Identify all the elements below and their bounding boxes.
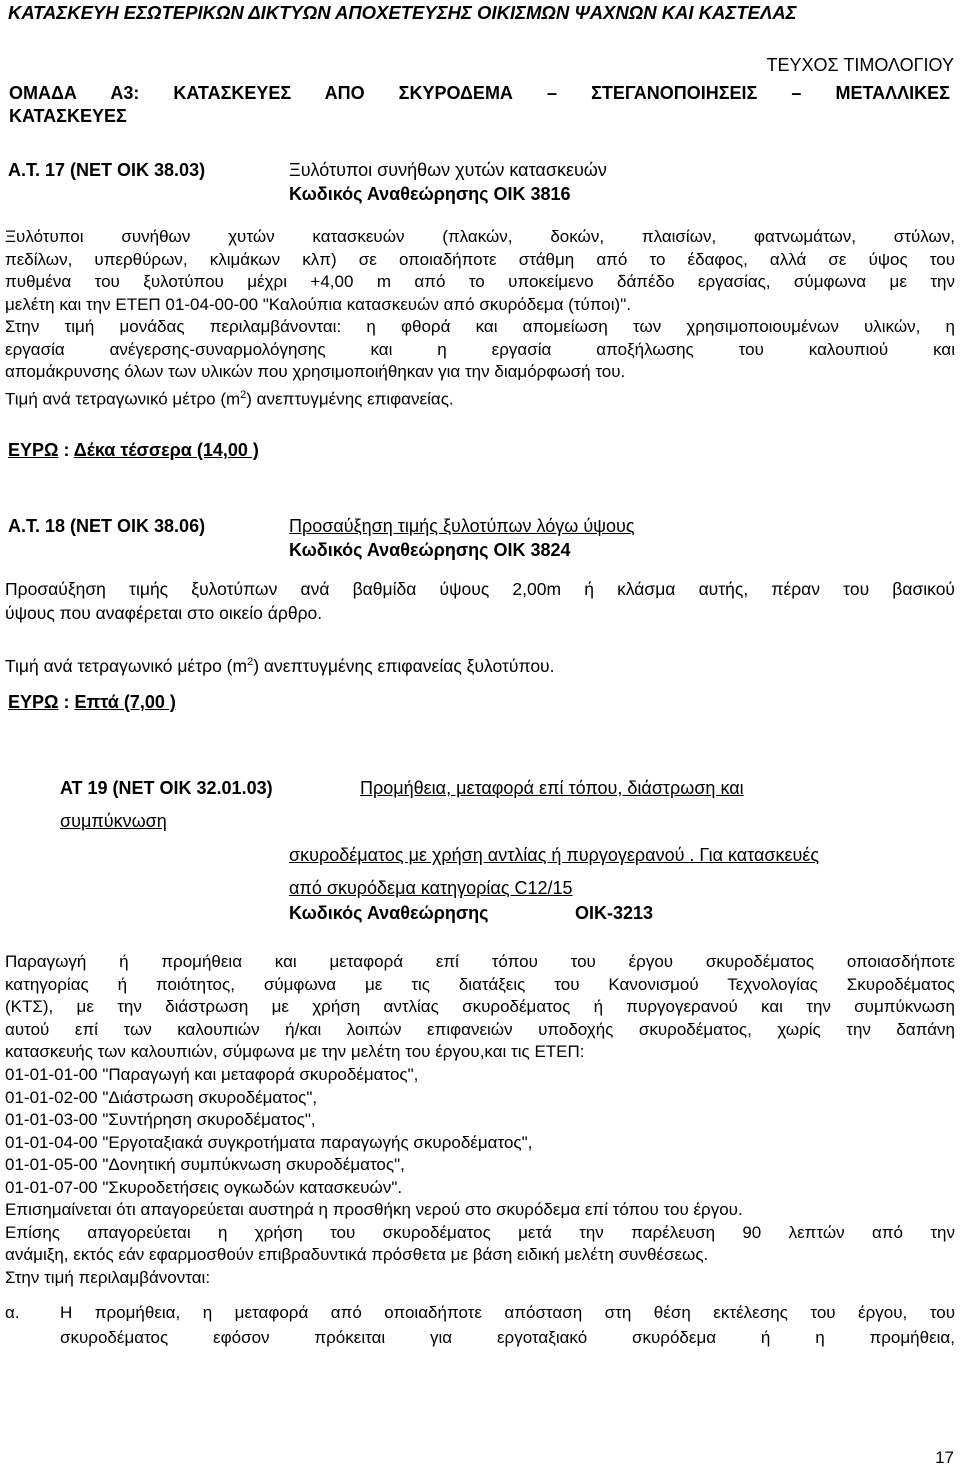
item19-revision-label: Κωδικός Αναθεώρησης <box>289 903 489 923</box>
page-number: 17 <box>935 1448 954 1467</box>
document-header-subtitle: ΤΕΥΧΟΣ ΤΙΜΟΛΟΓΙΟΥ <box>766 55 954 75</box>
item18-title: Προσαύξηση τιμής ξυλοτύπων λόγω ύψους <box>289 516 635 536</box>
list-item: 01-01-01-00 "Παραγωγή και μεταφορά σκυροδέματος", <box>5 1065 419 1084</box>
item17-title: Ξυλότυποι συνήθων χυτών κατασκευών <box>289 160 607 180</box>
list-item: 01-01-05-00 "Δονητική συμπύκνωση σκυροδέματος", <box>5 1155 405 1174</box>
item18-description: Προσαύξηση τιμής ξυλοτύπων ανά βαθμίδα ύψους 2,00m ή κλάσμα αυτής, πέραν του βασικού ύψους που αναφέρεται στο οικείο άρθρο. <box>5 579 955 623</box>
item17-code: Α.Τ. 17 (ΝΕΤ ΟΙΚ 38.03) <box>8 160 206 180</box>
item19-code: ΑΤ 19 (ΝΕΤ ΟΙΚ 32.01.03) <box>60 778 273 798</box>
document-header-title: ΚΑΤΑΣΚΕΥΗ ΕΣΩΤΕΡΙΚΩΝ ΔΙΚΤΥΩΝ ΑΠΟΧΕΤΕΥΣΗΣ ΟΙΚΙΣΜΩΝ ΨΑΧΝΩΝ ΚΑΙ ΚΑΣΤΕΛΑΣ <box>8 2 797 23</box>
list-item: 01-01-02-00 "Διάστρωση σκυροδέματος", <box>5 1087 318 1107</box>
item17-description: Ξυλότυποι συνήθων χυτών κατασκευών (πλακών, δοκών, πλαισίων, φατνωμάτων, στύλων, πεδίλων, υπερθύρων, κλιμάκων κλπ) σε οποιαδήποτε στάθμη από το έδαφος, αλλά σε ύψος του πυθμένα του ξυλοτύπου μέχρι +4,00 m από το υποκείμενο δάπέδο εργασίας, σύμφωνα με την μελέτη και την ΕΤΕΠ 01-04-00-00 "Καλούπια κατασκευών από σκυρόδεμα (τύποι)". Στην τιμή μονάδας περιλαμβάνονται: η φθορά και απομείωση των χρησιμοποιουμένων υλικών, η εργασία ανέγερσης-συναρμολόγησης και η εργασία αποξήλωσης του καλουπιού και απομάκρυνσης όλων των υλικών που χρησιμοποιήθηκαν για την διαμόρφωσή του. Τιμή ανά τετραγωνικό μέτρο $(m^2)$ ανεπτυγμένης επιφανείας. <box>5 226 955 411</box>
item19-revision-code: ΟΙΚ-3213 <box>575 903 654 923</box>
item19-list-a-line2: σκυροδέματος εφόσον πρόκειται για εργοταξιακό σκυρόδεμα ή η προμήθεια, <box>60 1328 955 1347</box>
item19-etep-list <box>5 1064 955 1199</box>
item17-revision: Κωδικός Αναθεώρησης ΟΙΚ 3816 <box>289 184 571 204</box>
item19-list-a-line1: Η προμήθεια, η μεταφορά από οποιαδήποτε απόσταση στη θέση εκτέλεσης του έργου, του <box>60 1303 955 1322</box>
item18-price: ΕΥΡΩ : Επτά (7,00 ) <box>8 692 176 712</box>
list-item: 01-01-07-00 "Σκυροδετήσεις ογκωδών κατασκευών". <box>5 1177 403 1197</box>
item19-title-line2: συμπύκνωση <box>60 811 167 831</box>
item19-description: Παραγωγή ή προμήθεια και μεταφορά επί τόπου του έργου σκυροδέματος οποιασδήποτε κατηγορίας ή ποιότητος, σύμφωνα με τις διατάξεις του Κανονισμού Τεχνολογίας Σκυροδέματος (ΚΤΣ), με την διάστρωση με χρήση αντλίας σκυροδέματος ή πυργογερανού και την συμπύκνωση αυτού επί των καλουπιών ή/και λοιπών επιφανειών υποδοχής σκυροδέματος, χωρίς την δαπάνη κατασκευής των καλουπιών, σύμφωνα με την μελέτη του έργου,και τις ΕΤΕΠ: <box>5 952 955 1061</box>
item18-code: Α.Τ. 18 (ΝΕΤ ΟΙΚ 38.06) <box>8 516 206 536</box>
item17-unit-line: Τιμή ανά τετραγωνικό μέτρο $(m^2)$ ανεπτυγμένης επιφανείας. <box>5 388 454 409</box>
item19-notes: Επισημαίνεται ότι απαγορεύεται αυστηρά η προσθήκη νερού στο σκυρόδεμα επί τόπου του έργου. Επίσης απαγορεύεται η χρήση του σκυροδέματος μετά την παρέλευση 90 λεπτών από την ανάμιξη, εκτός εάν εφαρμοσθούν επιβραδυντικά πρόσθετα με βάση ειδική μελέτη συνθέσεως. Στην τιμή περιλαμβάνονται: <box>5 1200 955 1287</box>
list-item: 01-01-04-00 "Εργοταξιακά συγκροτήματα παραγωγής σκυροδέματος", <box>5 1132 533 1152</box>
group-heading-line2: ΚΑΤΑΣΚΕΥΕΣ <box>9 106 127 126</box>
item17-price: ΕΥΡΩ : Δέκα τέσσερα (14,00 ) <box>8 440 259 460</box>
item19-title-line1: Προμήθεια, μεταφορά επί τόπου, διάστρωση και <box>360 778 744 798</box>
item18-revision: Κωδικός Αναθεώρησης ΟΙΚ 3824 <box>289 540 571 560</box>
list-item: 01-01-03-00 "Συντήρηση σκυροδέματος", <box>5 1110 316 1129</box>
item19-list-marker: α. <box>5 1303 20 1322</box>
group-heading-line1: ΟΜΑΔΑ Α3: ΚΑΤΑΣΚΕΥΕΣ ΑΠΟ ΣΚΥΡΟΔΕΜΑ – ΣΤΕΓΑΝΟΠΟΙΗΣΕΙΣ – ΜΕΤΑΛΛΙΚΕΣ <box>9 83 950 103</box>
item19-title-line3: σκυροδέματος με χρήση αντλίας ή πυργογερανού . Για κατασκευές <box>289 845 820 865</box>
item18-unit-line: Τιμή ανά τετραγωνικό μέτρο $(m^2)$ ανεπτυγμένης επιφανείας ξυλοτύπου. <box>5 655 555 676</box>
item19-title-line4: από σκυρόδεμα κατηγορίας C12/15 <box>289 878 573 898</box>
